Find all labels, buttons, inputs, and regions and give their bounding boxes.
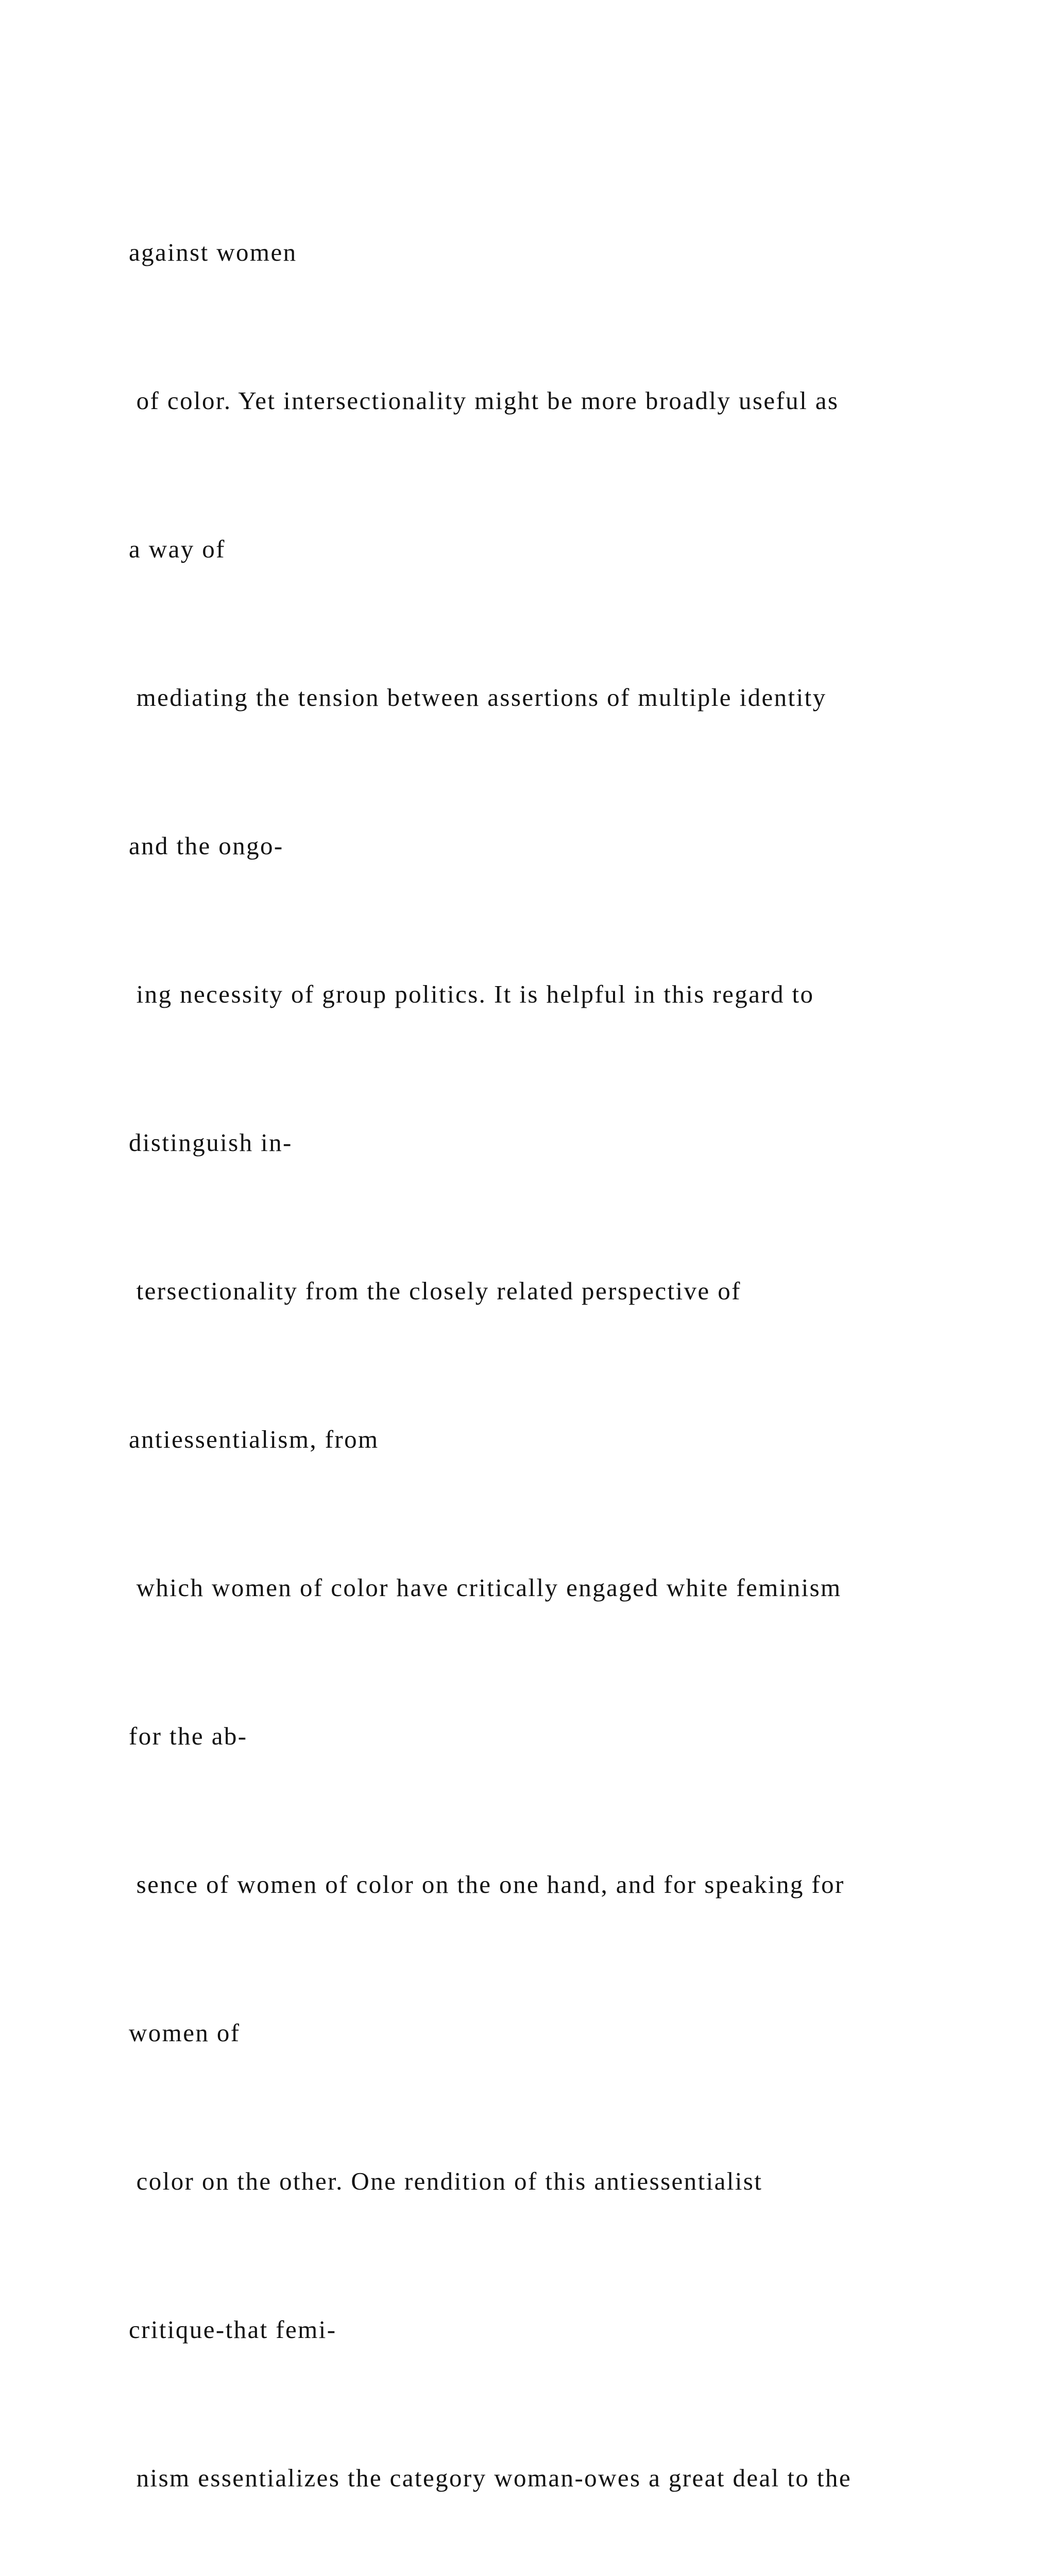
text-line: for the ab- (129, 1722, 248, 1750)
text-line: against women (129, 238, 297, 266)
text-line: which women of color have critically engaged white feminism (129, 1573, 842, 1602)
body-text (129, 129, 1005, 2576)
text-line: distinguish in- (129, 1128, 293, 1157)
text-line: ing necessity of group politics. It is helpful in this regard to (129, 980, 814, 1008)
text-line: sence of women of color on the one hand, and for speaking for (129, 1870, 845, 1899)
text-line: women of (129, 2019, 241, 2047)
text-line: mediating the tension between assertions of multiple identity (129, 683, 827, 711)
text-line: of color. Yet intersectionality might be more broadly useful as (129, 386, 839, 415)
text-line: a way of (129, 535, 226, 563)
text-line: color on the other. One rendition of this antiessentialist (129, 2167, 763, 2195)
text-line: antiessentialism, from (129, 1425, 379, 1453)
text-line: tersectionality from the closely related perspective of (129, 1277, 741, 1305)
text-line: nism essentializes the category woman-owes a great deal to the (129, 2464, 852, 2492)
text-line: and the ongo- (129, 832, 284, 860)
text-line: critique-that femi- (129, 2315, 337, 2344)
